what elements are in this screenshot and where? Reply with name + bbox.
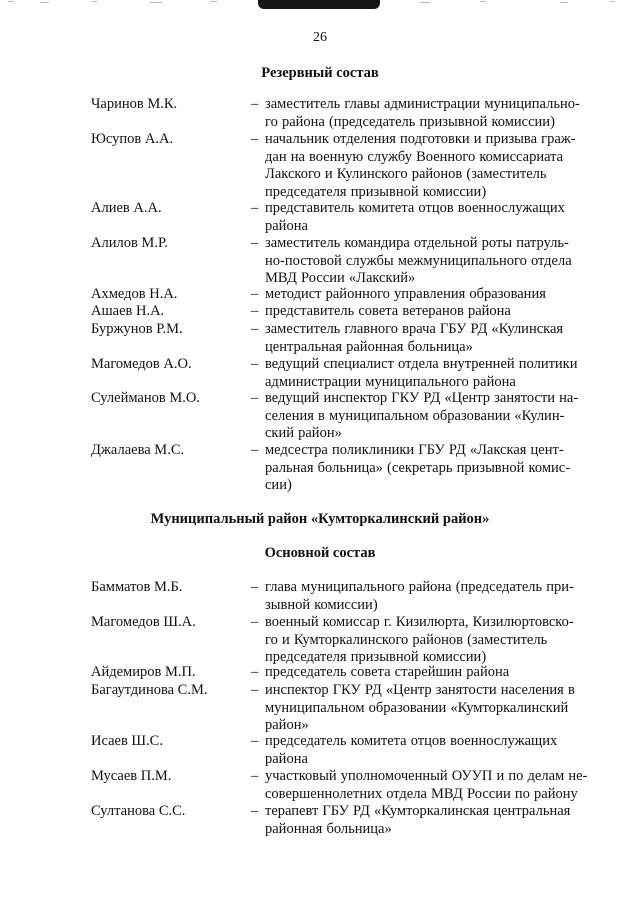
member-dash: – (251, 579, 259, 595)
member-dash: – (251, 286, 259, 302)
member-name: Ахмедов Н.А. (91, 286, 178, 302)
member-dash: – (251, 614, 259, 630)
page-number: 26 (313, 30, 327, 45)
member-dash: – (251, 356, 259, 372)
scan-noise (0, 0, 640, 4)
member-role: методист районного управления образования (265, 286, 546, 302)
member-name: Султанова С.С. (91, 803, 186, 819)
member-role: терапевт ГБУ РД «Кумторкалинская центральная районная больница» (265, 803, 571, 837)
member-name: Бамматов М.Б. (91, 579, 183, 595)
member-dash: – (251, 768, 259, 784)
member-name: Айдемиров М.П. (91, 664, 196, 680)
member-dash: – (251, 321, 259, 337)
member-name: Сулейманов М.О. (91, 390, 200, 406)
member-dash: – (251, 390, 259, 406)
member-dash: – (251, 200, 259, 216)
member-name: Юсупов А.А. (91, 131, 174, 147)
member-name: Багаутдинова С.М. (91, 682, 208, 698)
member-role: заместитель командира отдельной роты патруль- но-постовой службы межмуниципального отдела МВД России «Лакский» (265, 235, 572, 286)
member-role: медсестра поликлиники ГБУ РД «Лакская цент- ральная больница» (секретарь призывной комис- сии) (265, 442, 571, 493)
member-dash: – (251, 682, 259, 698)
member-name: Исаев Ш.С. (91, 733, 163, 749)
member-name: Ашаев Н.А. (91, 303, 165, 319)
reserve-heading: Резервный состав (261, 65, 379, 81)
member-name: Мусаев П.М. (91, 768, 172, 784)
member-role: участковый уполномоченный ОУУП и по делам не- совершеннолетних отдела МВД России по району (265, 768, 588, 802)
member-dash: – (251, 96, 259, 112)
member-dash: – (251, 303, 259, 319)
main-heading: Основной состав (264, 545, 376, 561)
member-role: ведущий специалист отдела внутренней политики администрации муниципального района (265, 356, 578, 390)
member-role: заместитель главы администрации муниципально- го района (председатель призывной комиссии) (265, 96, 580, 130)
member-name: Алилов М.Р. (91, 235, 168, 251)
member-role: представитель совета ветеранов района (265, 303, 511, 319)
member-role: начальник отделения подготовки и призыва граж- дан на военную службу Военного комиссариата Лакского и Кулинского районов (заместитель председателя призывной комиссии) (265, 131, 576, 200)
member-role: ведущий инспектор ГКУ РД «Центр занятости на- селения в муниципальном образовании «Кулин- ский район» (265, 390, 579, 441)
district-heading: Муниципальный район «Кумторкалинский район» (150, 511, 490, 527)
member-dash: – (251, 131, 259, 147)
member-role: военный комиссар г. Кизилюрта, Кизилюртовско- го и Кумторкалинского районов (заместитель председателя призывной комиссии) (265, 614, 574, 665)
member-name: Джалаева М.С. (91, 442, 185, 458)
member-name: Магомедов Ш.А. (91, 614, 196, 630)
member-name: Магомедов А.О. (91, 356, 192, 372)
member-name: Буржунов Р.М. (91, 321, 183, 337)
member-dash: – (251, 803, 259, 819)
member-role: инспектор ГКУ РД «Центр занятости населения в муниципальном образовании «Кумторкалинский район» (265, 682, 575, 733)
member-role: представитель комитета отцов военнослужащих района (265, 200, 565, 234)
member-dash: – (251, 664, 259, 680)
member-dash: – (251, 442, 259, 458)
member-dash: – (251, 733, 259, 749)
member-role: глава муниципального района (председатель при- зывной комиссии) (265, 579, 574, 613)
member-role: председатель совета старейшин района (265, 664, 510, 680)
member-dash: – (251, 235, 259, 251)
member-role: председатель комитета отцов военнослужащих района (265, 733, 558, 767)
member-role: заместитель главного врача ГБУ РД «Кулинская центральная районная больница» (265, 321, 564, 355)
member-name: Чаринов М.К. (91, 96, 178, 112)
member-name: Алиев А.А. (91, 200, 162, 216)
